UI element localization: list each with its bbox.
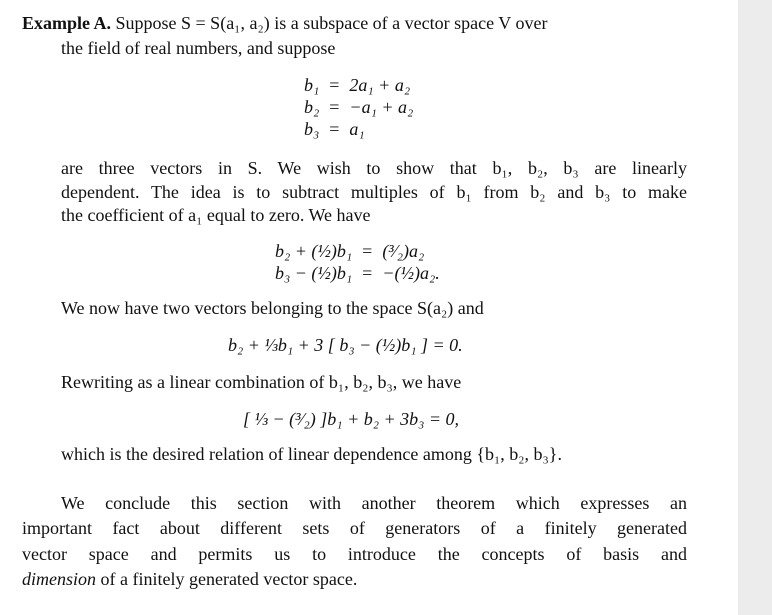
equation-row [300, 96, 417, 118]
example-heading: Example A. [22, 13, 112, 33]
page-margin-strip [738, 0, 772, 615]
equation-relation: = [329, 97, 340, 117]
paragraph-2-line-3: the coefficient of a₁ equal to zero. We have [61, 205, 371, 225]
paragraph-2-line-1: are three vectors in S. We wish to show that b₁, b₂, b₃ are linearly [61, 158, 687, 178]
equation-relation: = [362, 263, 373, 283]
equation-rhs: 2a₁ + a₂ [349, 75, 411, 95]
equation-rhs: −(½)a₂. [382, 263, 440, 283]
equation-lhs: b₂ [304, 97, 320, 117]
closing-line-2: important fact about different sets of generators of a finitely generated [22, 518, 687, 538]
emphasized-term: dimension [22, 569, 96, 589]
closing-line-1: We conclude this section with another theorem which expresses an [61, 493, 687, 513]
equation-lhs: b₁ [304, 75, 320, 95]
equation-lhs: b₃ − (½)b₁ [275, 263, 353, 283]
equation-rhs: (³⁄₂)a₂ [382, 241, 425, 261]
equation-row [271, 240, 444, 262]
example-intro-line-1 [22, 12, 547, 34]
equation-system-2 [271, 240, 444, 284]
equation-relation: = [329, 119, 340, 139]
paragraph-3-line-1: We now have two vectors belonging to the space S(a₂) and [61, 298, 484, 318]
closing-line-4 [22, 568, 357, 590]
paragraph-4-line-1: Rewriting as a linear combination of b₁, b₂, b₃, we have [61, 372, 462, 392]
equation-relation: = [362, 241, 373, 261]
equation-rhs: a₁ [349, 119, 365, 139]
equation-row [300, 74, 417, 96]
equation-row [271, 262, 444, 284]
equation-relation: = [329, 75, 340, 95]
equation-lhs: b₃ [304, 119, 320, 139]
paragraph-5-line-1: which is the desired relation of linear dependence among {b₁, b₂, b₃}. [61, 444, 562, 464]
example-intro-line-2: the field of real numbers, and suppose [61, 38, 336, 58]
paragraph-2-line-2: dependent. The idea is to subtract multiples of b₁ from b₂ and b₃ to make [61, 182, 687, 202]
equation-3: b₂ + ⅓b₁ + 3 [ b₃ − (½)b₁ ] = 0. [228, 335, 463, 355]
equation-4: [ ⅓ − (³⁄₂) ]b₁ + b₂ + 3b₃ = 0, [243, 409, 460, 429]
closing-line-3: vector space and permits us to introduce the concepts of basis and [22, 544, 687, 564]
equation-lhs: b₂ + (½)b₁ [275, 241, 353, 261]
closing-line-4-rest: of a finitely generated vector space. [96, 569, 358, 589]
equation-system-1 [300, 74, 417, 140]
equation-rhs: −a₁ + a₂ [349, 97, 414, 117]
example-intro-text: Suppose S = S(a₁, a₂) is a subspace of a vector space V over [115, 13, 548, 33]
equation-row [300, 118, 417, 140]
